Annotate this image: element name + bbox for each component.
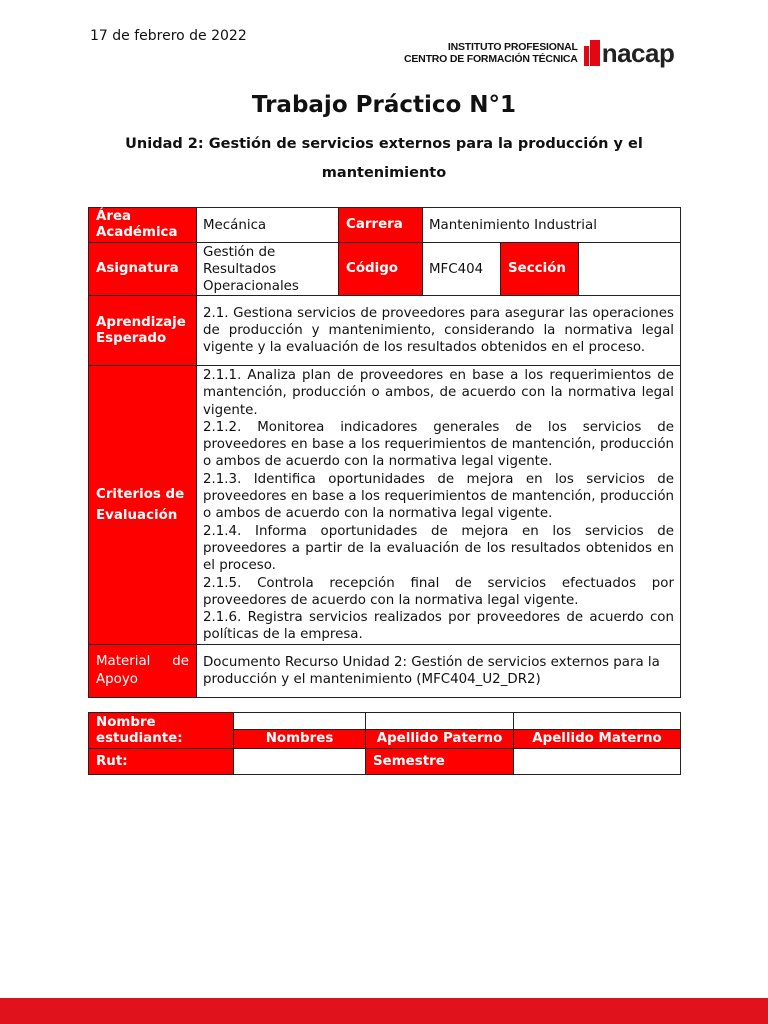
paterno-input[interactable]	[366, 713, 514, 730]
criterio-item: 2.1.3. Identifica oportunidades de mejora en los servicios de proveedores en base a los requerimientos de mantención, producción o ambos de acuerdo con la normativa legal vigente.	[203, 471, 674, 522]
rut-label: Rut:	[89, 749, 234, 775]
seccion-value	[579, 243, 681, 296]
material-label-word: Apoyo	[96, 671, 138, 687]
nombres-header: Nombres	[234, 730, 366, 749]
nombres-input[interactable]	[234, 713, 366, 730]
material-label	[89, 644, 197, 697]
logo-i-mark-icon	[584, 40, 600, 66]
semestre-label: Semestre	[366, 749, 514, 775]
page-subtitle: Unidad 2: Gestión de servicios externos para la producción y el mantenimiento	[125, 136, 643, 181]
asignatura-label: Asignatura	[89, 243, 197, 296]
carrera-label: Carrera	[339, 208, 423, 243]
criterios-label: Criterios de Evaluación	[89, 366, 197, 645]
codigo-label: Código	[339, 243, 423, 296]
area-label: Área Académica	[89, 208, 197, 243]
material-value: Documento Recurso Unidad 2: Gestión de servicios externos para la producción y el mantenimiento (MFC404_U2_DR2)	[197, 644, 681, 697]
criterio-item: 2.1.5. Controla recepción final de servicios efectuados por proveedores de acuerdo con la normativa legal vigente.	[203, 575, 674, 608]
footer-bar	[0, 998, 768, 1024]
rut-input[interactable]	[234, 749, 366, 775]
page-title: Trabajo Práctico N°1	[251, 92, 517, 118]
paterno-header: Apellido Paterno	[366, 730, 514, 749]
carrera-value: Mantenimiento Industrial	[423, 208, 681, 243]
criterio-item: 2.1.6. Registra servicios realizados por proveedores de acuerdo con políticas de la empresa.	[203, 610, 674, 643]
material-label-word: Material	[96, 653, 151, 669]
materno-input[interactable]	[514, 713, 681, 730]
criterio-item: 2.1.2. Monitorea indicadores generales de los servicios de proveedores en base a los requerimientos de mantención, producción o ambos de acuerdo con la normativa legal vigente.	[203, 419, 674, 470]
logo-caption	[404, 41, 578, 65]
area-value: Mecánica	[197, 208, 339, 243]
nombre-label: Nombre estudiante:	[89, 713, 234, 749]
aprendizaje-value: 2.1. Gestiona servicios de proveedores para asegurar las operaciones de producción y mantenimiento, considerando la normativa legal vigente y la evaluación de los resultados obtenidos en el proceso.	[197, 296, 681, 366]
aprendizaje-label: Aprendizaje Esperado	[89, 296, 197, 366]
seccion-label: Sección	[501, 243, 579, 296]
material-label-word: de	[172, 653, 189, 669]
semestre-input[interactable]	[514, 749, 681, 775]
criterio-item: 2.1.4. Informa oportunidades de mejora en los servicios de proveedores a partir de la evaluación de los resultados obtenidos en el proceso.	[203, 523, 674, 574]
logo-caption-line2: CENTRO DE FORMACIÓN TÉCNICA	[404, 53, 578, 65]
course-info-table	[88, 207, 681, 698]
asignatura-value: Gestión de Resultados Operacionales	[197, 243, 339, 296]
inacap-logo	[404, 37, 674, 69]
criterios-value	[197, 366, 681, 645]
logo-wordmark: nacap	[601, 37, 675, 68]
criterio-item: 2.1.1. Analiza plan de proveedores en base a los requerimientos de mantención, producción o ambos, de acuerdo con la normativa legal vigente.	[203, 368, 674, 418]
codigo-value: MFC404	[423, 243, 501, 296]
document-date: 17 de febrero de 2022	[90, 28, 247, 44]
student-info-table	[88, 712, 681, 775]
materno-header: Apellido Materno	[514, 730, 681, 749]
logo-caption-line1: INSTITUTO PROFESIONAL	[447, 41, 578, 53]
